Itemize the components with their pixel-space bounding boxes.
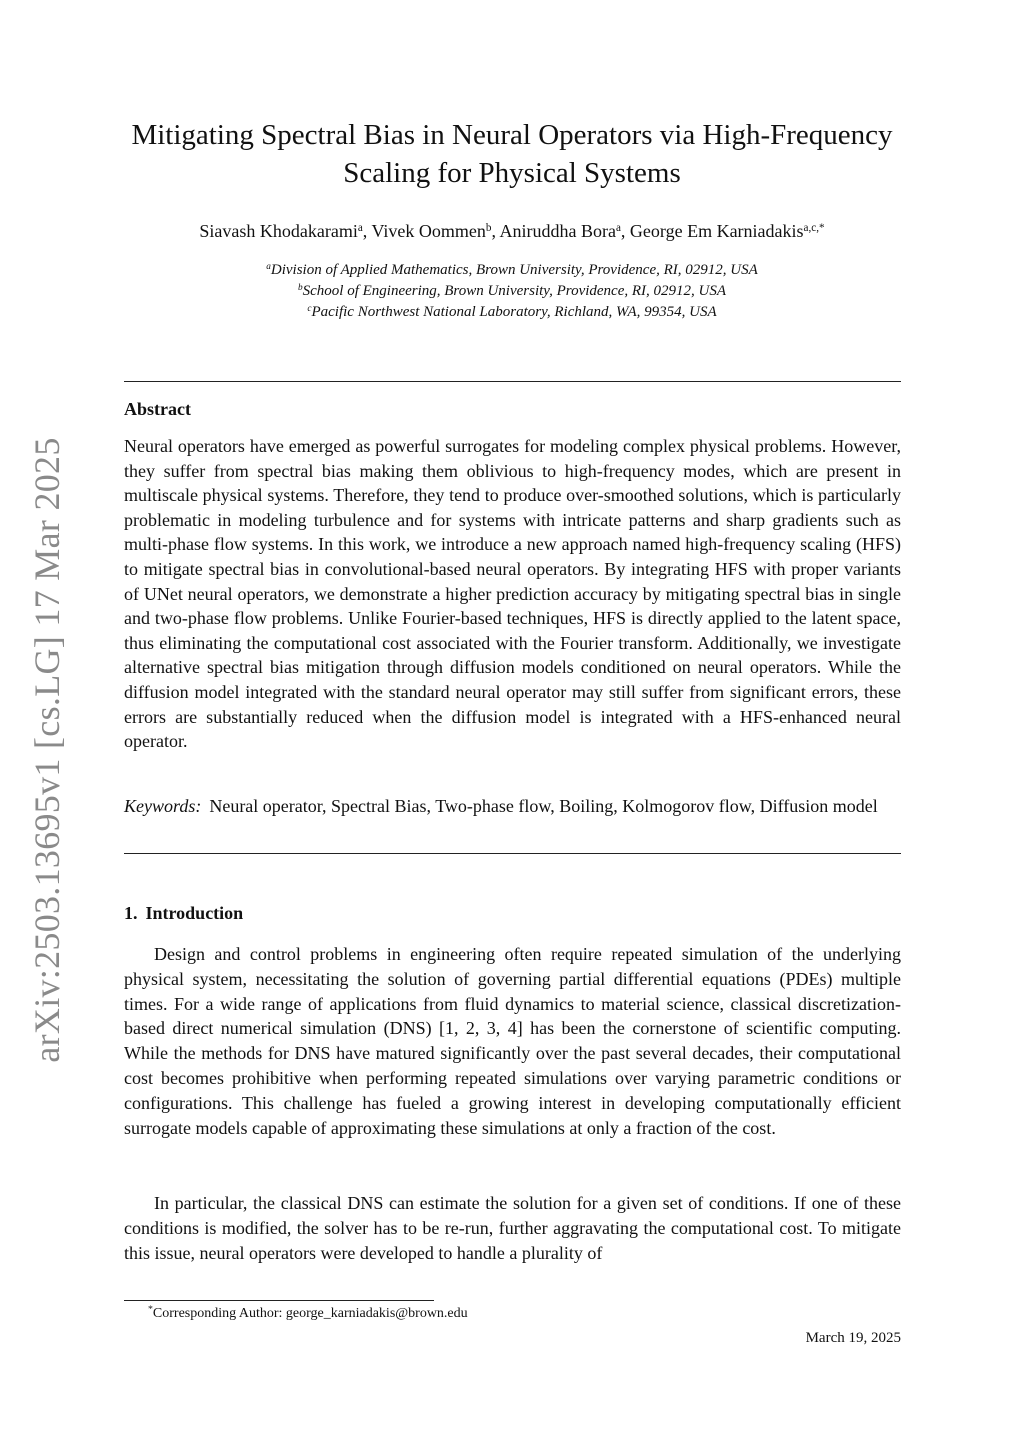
paper-title — [100, 116, 924, 192]
author-name: Vivek Oommen — [371, 221, 486, 241]
footnote-text: Corresponding Author: george_karniadakis@brown.edu — [152, 1306, 468, 1321]
paper-title-line-1: Mitigating Spectral Bias in Neural Operators via High-Frequency — [131, 119, 893, 151]
page-date: March 19, 2025 — [805, 1330, 901, 1346]
section-heading-introduction — [124, 903, 243, 924]
affiliation-text: School of Engineering, Brown University, Providence, RI, 02912, USA — [302, 283, 727, 299]
keywords-label: Keywords: — [124, 796, 202, 816]
body-paragraph: In particular, the classical DNS can estimate the solution for a given set of conditions. If one of these conditions is modified, the solver has to be re-run, further aggravating the computational cost. To mitigate this issue, neural operators were developed to handle a plurality of — [124, 1193, 901, 1263]
footnote-divider — [124, 1300, 434, 1301]
abstract-bottom-divider — [124, 853, 901, 854]
author-affiliation-mark: a — [357, 221, 363, 234]
abstract-text: Neural operators have emerged as powerful surrogates for modeling complex physical problems. However, they suffer from spectral bias making them oblivious to high-frequency modes, which are present in multiscale physical systems. Therefore, they tend to produce over-smoothed solutions, which is particularly problematic in modeling turbulence and for systems with intricate patterns and sharp gradients such as multi-phase flow systems. In this work, we introduce a new approach named high-frequency scaling (HFS) to mitigate spectral bias in convolutional-based neural operators. By integrating HFS with proper variants of UNet neural operators, we demonstrate a higher prediction accuracy by mitigating spectral bias in single and two-phase flow problems. Unlike Fourier-based techniques, HFS is directly applied to the latent space, thus eliminating the computational cost associated with the Fourier transform. Additionally, we investigate alternative spectral bias mitigation through diffusion models conditioned on neural operators. While the diffusion model integrated with the standard neural operator may still suffer from significant errors, these errors are substantially reduced when the diffusion model is integrated with a HFS-enhanced neural operator. — [124, 436, 901, 752]
affiliation-item — [100, 302, 924, 323]
author-separator: , — [491, 221, 500, 241]
author-name: Aniruddha Bora — [499, 221, 616, 241]
author-name: Siavash Khodakarami — [199, 221, 358, 241]
author-name: George Em Karniadakis — [629, 221, 804, 241]
affiliation-list — [100, 260, 924, 323]
section-number: 1. — [124, 903, 138, 923]
author-affiliation-mark: a — [615, 221, 621, 234]
affiliation-mark: a — [266, 261, 271, 272]
affiliation-item — [100, 281, 924, 302]
author-affiliation-mark: a,c,* — [803, 221, 825, 234]
body-paragraph: Design and control problems in engineering often require repeated simulation of the underlying physical system, necessitating the solution of governing partial differential equations (PDEs) multiple times. For a wide range of applications from fluid dynamics to material science, classical discretization-based direct numerical simulation (DNS) [1, 2, 3, 4] has been the cornerstone of scientific computing. While the methods for DNS have matured significantly over the past several decades, their computational cost becomes prohibitive when performing repeated simulations over varying parametric conditions or configurations. This challenge has fueled a growing interest in developing computationally efficient surrogate models capable of approximating these simulations at only a fraction of the cost. — [124, 944, 901, 1138]
affiliation-text: Division of Applied Mathematics, Brown University, Providence, RI, 02912, USA — [270, 262, 758, 278]
abstract-heading: Abstract — [124, 399, 191, 419]
keywords-text: Neural operator, Spectral Bias, Two-phase flow, Boiling, Kolmogorov flow, Diffusion model — [209, 796, 878, 816]
affiliation-item — [100, 260, 924, 281]
author-affiliation-mark: b — [485, 221, 492, 234]
affiliation-mark: c — [307, 303, 312, 314]
author-separator: , — [620, 221, 630, 241]
affiliation-text: Pacific Northwest National Laboratory, Richland, WA, 99354, USA — [311, 304, 717, 320]
author-separator: , — [362, 221, 372, 241]
keywords-block — [124, 794, 901, 819]
abstract-top-divider — [124, 381, 901, 382]
footnote — [148, 1304, 468, 1324]
affiliation-mark: b — [297, 282, 303, 293]
arxiv-identifier-stamp: arXiv:2503.13695v1 [cs.LG] 17 Mar 2025 — [27, 437, 67, 1063]
section-title: Introduction — [145, 903, 244, 923]
author-list — [100, 219, 924, 243]
footnote-mark: * — [148, 1303, 153, 1315]
paper-title-line-2: Scaling for Physical Systems — [343, 157, 681, 189]
